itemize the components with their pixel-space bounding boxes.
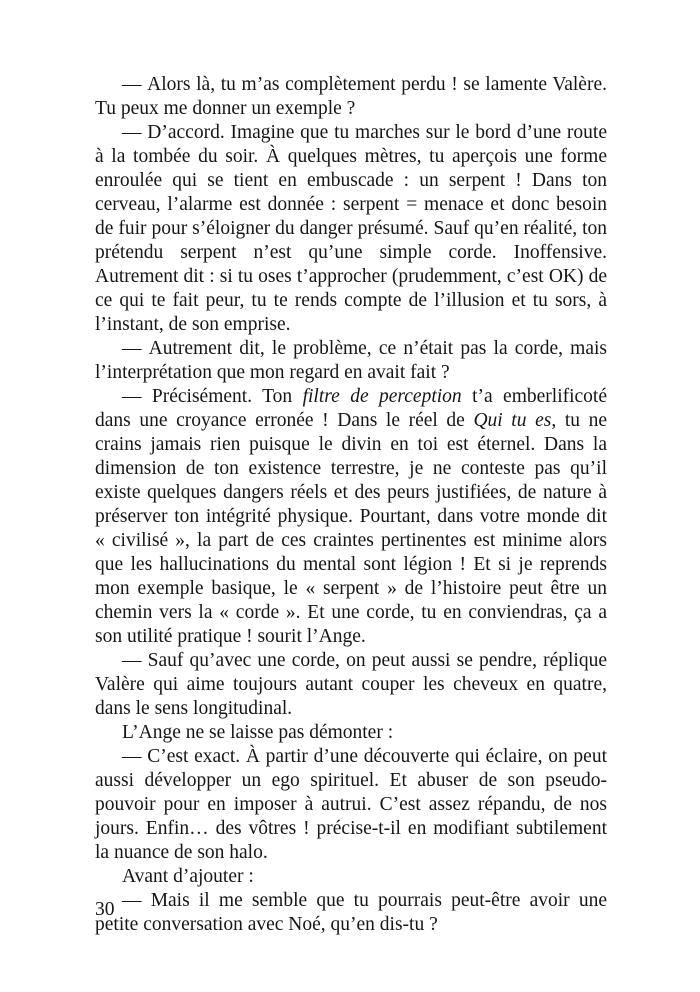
paragraph [95, 721, 607, 745]
text-run: — C’est exact. À partir d’une découverte qui éclaire, on peut aussi développer un ego spirituel. Et abuser de son pseudo-pouvoir pour en imposer à autrui. C’est assez répandu, de nos jours. Enfin… des vôtres ! précise-t-il en modifiant subtilement la nuance de son halo. [95, 746, 607, 863]
text-run: — Mais il me semble que tu pourrais peut-être avoir une petite conversation avec Noé, qu’en dis-tu ? [95, 890, 607, 935]
body-text [95, 73, 607, 937]
paragraph [95, 73, 607, 121]
paragraph [95, 337, 607, 385]
text-run: — D’accord. Imagine que tu marches sur le bord d’une route à la tombée du soir. À quelques mètres, tu aperçois une forme enroulée qui se tient en embuscade : un serpent ! Dans ton cerveau, l’alarme est donnée : serpent = menace et donc besoin de fuir pour s’éloigner du danger présumé. Sauf qu’en réalité, ton prétendu serpent n’est qu’une simple corde. Inoffensive. Autrement dit : si tu oses t’approcher (prudemment, c’est OK) de ce qui te fait peur, tu te rends compte de l’illusion et tu sors, à l’instant, de son emprise. [95, 122, 607, 335]
text-run: t’a emberlificoté dans une croyance erronée ! Dans le réel de [95, 386, 607, 431]
paragraph [95, 865, 607, 889]
paragraph [95, 889, 607, 937]
text-run: Avant d’ajouter : [122, 866, 254, 887]
text-run: — Sauf qu’avec une corde, on peut aussi se pendre, réplique Valère qui aime toujours autant couper les cheveux en quatre, dans le sens longitudinal. [95, 650, 607, 719]
text-run: — Autrement dit, le problème, ce n’était pas la corde, mais l’interprétation que mon regard en avait fait ? [95, 338, 607, 383]
text-run: , tu ne crains jamais rien puisque le divin en toi est éternel. Dans la dimension de ton existence terrestre, je ne conteste pas qu’il existe quelques dangers réels et des peurs justifiées, de nature à préserver ton intégrité physique. Pourtant, dans votre monde dit « civilisé », la part de ces craintes pertinentes est minime alors que les hallucinations du mental sont légion ! Et si je reprends mon exemple basique, le « serpent » de l’histoire peut être un chemin vers la « corde ». Et une corde, tu en conviendras, ça a son utilité pratique ! sourit l’Ange. [95, 410, 608, 647]
paragraph [95, 121, 607, 337]
page-number: 30 [95, 899, 115, 920]
paragraph [95, 649, 607, 721]
text-run: — Précisément. Ton [122, 386, 303, 407]
paragraph [95, 385, 607, 649]
text-run: filtre de perception [302, 386, 462, 407]
paragraph [95, 745, 607, 865]
text-run: L’Ange ne se laisse pas démonter : [122, 722, 394, 743]
text-run: — Alors là, tu m’as complètement perdu ! se lamente Valère. Tu peux me donner un exemple ? [95, 74, 607, 119]
text-run: Qui tu es [473, 410, 552, 431]
